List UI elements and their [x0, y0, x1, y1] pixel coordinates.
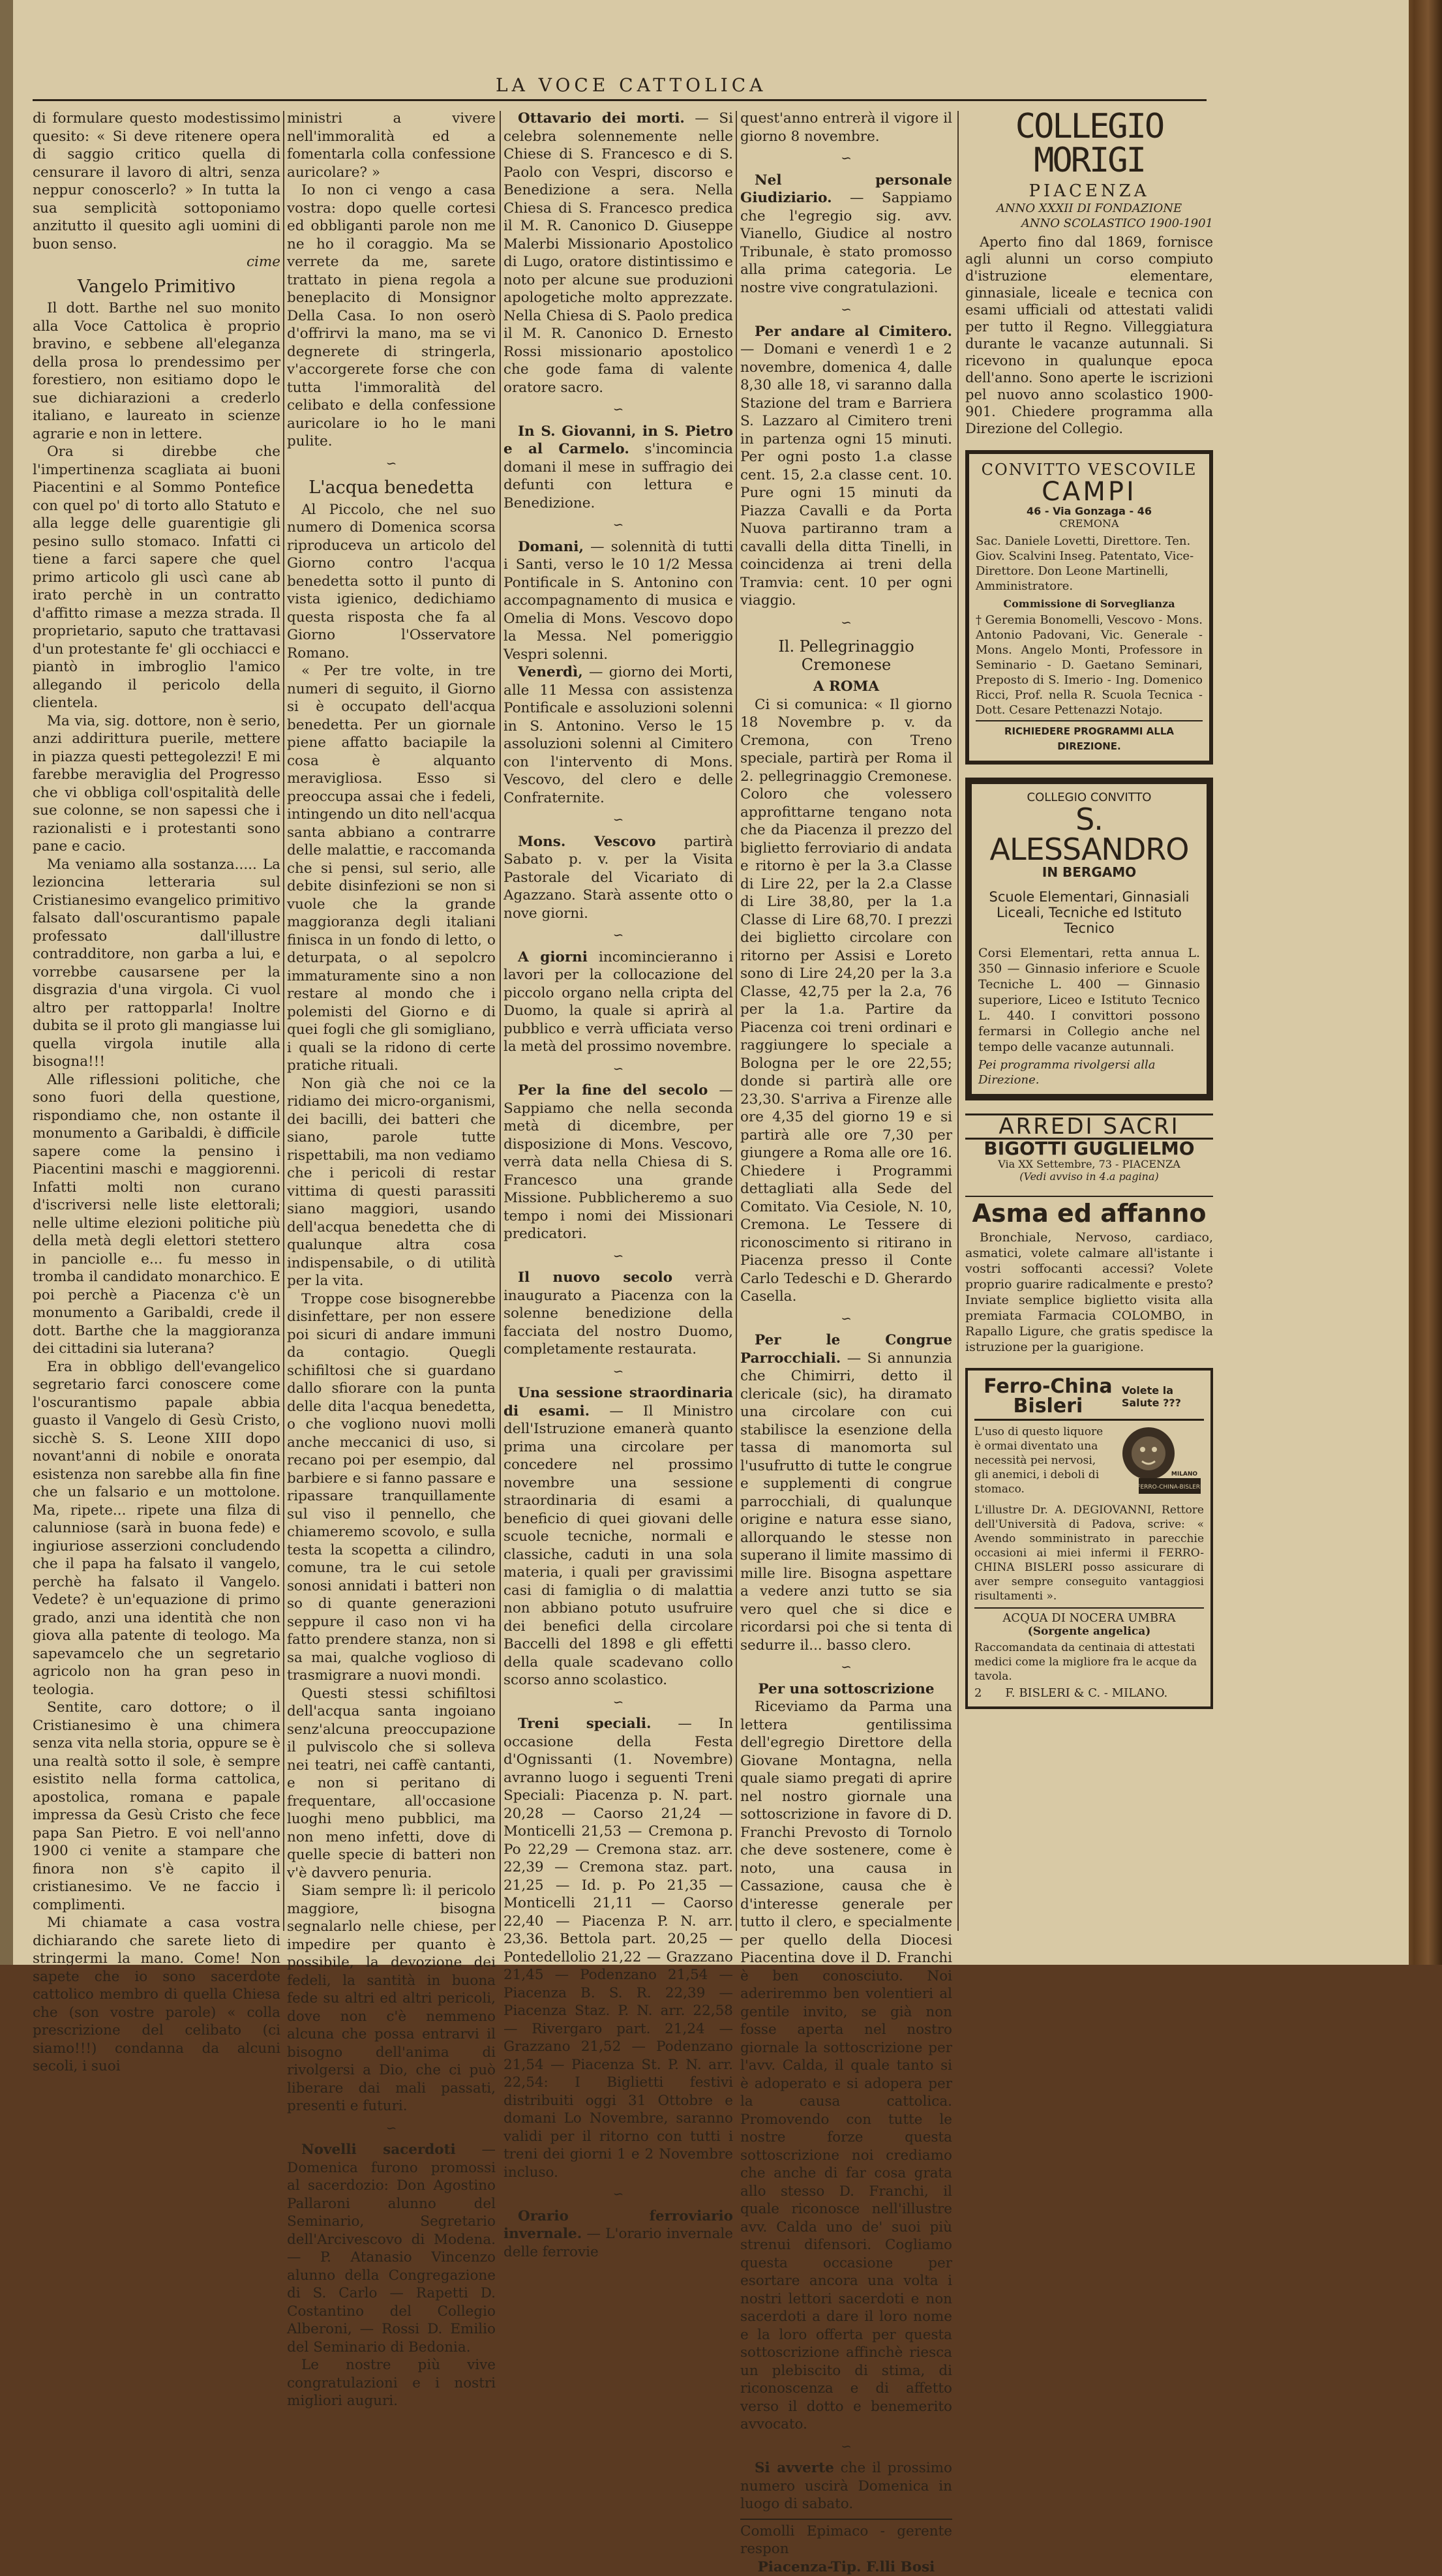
campi-committee: † Geremia Bonomelli, Vescovo - Mons. Antonio Padovani, Vic. Generale - Mons. Angelo Monti, Professore in Seminario - D. Gaetano Seminari, Preposto di S. Imerio - Ing. Domenico Ricci, Prof. nella R. Scuola Tecnica - Dott. Cesare Pettenazzi Notajo.	[976, 613, 1203, 718]
news-title: Per la fine del secolo	[518, 1082, 708, 1099]
campi-title: CONVITTO VESCOVILE	[976, 461, 1203, 479]
article-paragraph: Sentite, caro dottore; o il Cristianesimo è una chimera senza vita nella storia, oppure se è una realtà sotto il sole, è sempre esistito nella forma cattolica, apostolica, romana e papale impressa da Gesù Cristo che fece papa San Pietro. E voi nell'anno 1900 ci venite a stampare che finora non s'è capito il cristianesimo. Ve ne faccio i complimenti.	[33, 1699, 280, 1914]
news-item	[740, 1331, 952, 1654]
article-paragraph: ministri a vivere nell'immoralità ed a fomentarla colla confessione auricolare? »	[287, 110, 496, 181]
pellegrinaggio-title: Il. Pellegrinaggio Cremonese	[740, 638, 952, 674]
morigi-school-year: ANNO SCOLASTICO 1900-1901	[965, 216, 1213, 231]
ornament-divider: ∽	[503, 1693, 733, 1712]
article-paragraph: Era in obbligo dell'evangelico segretario farci conoscere come l'oscurantismo papale abbia guasto il Vangelo di Gesù Cristo, sicchè S. S. Leone XIII dopo novant'anni di nobile e onorata esistenza non sarebbe alla fin fine che un falsario e un mottolone. Ma, ripete... ripete una filza di calunniose (sarà in buona fede) e ingiuriose asserzioni concludendo che il papa ha falsato il vangelo, perchè ha falsato il Vangelo. Vedete? è un'equazione di primo grado, anzi una identità che non giova alla patente di teologo. Ma sapevamcelo che un segretario agricolo non ha gran peso in teologia.	[33, 1358, 280, 1699]
sottoscrizione-title: Per una sottoscrizione	[740, 1680, 952, 1699]
news-text: che il prossimo numero uscirà Domenica in luogo di sabato.	[740, 2460, 952, 2512]
ornament-divider: ∽	[503, 1247, 733, 1265]
news-title: Ottavario dei morti.	[518, 110, 685, 127]
tipografia-line: Piacenza-Tip. F.lli Bosi	[740, 2558, 952, 2576]
news-item	[740, 172, 952, 297]
morigi-text: Aperto fino dal 1869, fornisce agli alunni un corso compiuto d'istruzione elementare, ginnasiale, liceale e tecnica con esami ufficiali od attestati validi per tutto il Regno. Villeggiatura durante le vacanze autunnali. Si ricevono in qualunque epoca dell'anno. Sono aperte le iscrizioni pel nuovo anno scolastico 1900-901. Chiedere programma alla Direzione del Collegio.	[965, 234, 1213, 437]
news-item	[503, 538, 733, 664]
gerente-line: Comolli Epimaco - gerente respon	[740, 2523, 952, 2558]
morigi-year: ANNO XXXII DI FONDAZIONE	[965, 201, 1213, 216]
bisleri-water-text: Raccomandata da centinaia di attestati medici come la migliore fra le acque da tavola.	[974, 1641, 1204, 1684]
article-paragraph: Questi stessi schifiltosi dell'acqua santa ingoiano senz'alcuna preoccupazione il pulviscolo che si solleva nei teatri, nei caffè cantanti, e non si peritano di frequentare, all'occasione luoghi meno pubblici, ma non meno infetti, dove di quelle specie di batteri non v'è davvero penuria.	[287, 1685, 496, 1883]
news-text: — giorno dei Morti, alle 11 Messa con assistenza Pontificale e assoluzioni solenni in S. Antonino. Verso le 15 assoluzioni solenni al Cimitero con l'intervento di Mons. Vescovo, del clero e delle Confraternite.	[503, 664, 733, 806]
column-3	[503, 110, 733, 1936]
bisleri-title: Ferro-China Bisleri	[974, 1377, 1122, 1416]
ornament-divider: ∽	[503, 926, 733, 945]
column-rule	[500, 111, 501, 1931]
bisleri-water-title: ACQUA DI NOCERA UMBRA	[974, 1611, 1204, 1625]
article-paragraph: Siam sempre lì: il pericolo maggiore, bisogna segnalarlo nelle chiese, per impedire per quanto è possibile, la devozione dei fedeli, la santità in buona fede su altri ed altri pericoli, dove non c'è nemmeno alcuna che possa entrarvi il bisogno dell'anima di rivolgersi a Dio, che ci può liberare dai mali passati, presenti e futuri.	[287, 1882, 496, 2115]
ornament-divider: ∽	[503, 1363, 733, 1381]
article-heading: Vangelo Primitivo	[33, 278, 280, 296]
news-item	[287, 2141, 496, 2356]
ornament-divider: ∽	[503, 1060, 733, 1078]
news-title: Nel personale Giudiziario.	[740, 172, 952, 207]
news-item	[503, 663, 733, 807]
news-text: — Sappiamo che l'egregio sig. avv. Vianello, Giudice al nostro Tribunale, è stato promosso alla prima categoria. Le nostre vive congratulazioni.	[740, 190, 952, 296]
article-paragraph: Il dott. Barthe nel suo monito alla Voce Cattolica è proprio bravino, e sebbene all'eleganza della prosa lo prendessimo per forestiero, non esitiamo dopo le sue dichiarazioni a crederlo italiano, e laureato in scienze agrarie e non in lettere.	[33, 299, 280, 443]
arredi-title: ARREDI SACRI	[965, 1114, 1213, 1140]
campi-address: 46 - Via Gonzaga - 46	[976, 505, 1203, 517]
morigi-city: PIACENZA	[965, 181, 1213, 201]
news-title: Per le Congrue Parrocchiali.	[740, 1332, 952, 1367]
news-text: verrà inaugurato a Piacenza con la solenne benedizione della facciata del nostro Duomo, completamente restaurata.	[503, 1269, 733, 1357]
campi-committee-title: Commissione di Sorveglianza	[976, 598, 1203, 610]
column-rule	[957, 111, 959, 1931]
bisleri-text: L'uso di questo liquore è ormai diventato una necessità pei nervosi, gli anemici, i deboli di stomaco.	[974, 1425, 1204, 1496]
news-item	[503, 423, 733, 513]
lion-bottle-icon	[1113, 1421, 1204, 1499]
news-text: — In occasione della Festa d'Ognissanti (1. Novembre) avranno luogo i seguenti Treni Speciali: Piacenza p. N. part. 20,28 — Caorso 21,24 — Monticelli 21,53 — Cremona p. Po 22,29 — Cremona staz. arr. 22,39 — Cremona staz. part. 21,25 — Id. p. Po 21,35 — Monticelli 21,11 — Caorso 22,40 — Piacenza P. N. arr. 23,36. Bettola part. 20,25 — Pontedellolio 21,22 — Grazzano 21,45 — Podenzano 21,54 — Piacenza B. S. R. 22,39 — Piacenza Staz. P. N. arr. 22,58 — Rivergaro part. 21,24 — Grazzano 21,52 — Podenzano 21,54 — Piacenza St. P. N. arr. 22,54: I Biglietti festivi distribuiti oggi 31 Ottobre e domani Lo Novembre, saranno validi per il ritorno con tutti i treni dei giorni 1 e 2 Novembre incluso.	[503, 1716, 733, 2181]
imprint	[740, 2519, 952, 2576]
ad-collegio-alessandro	[965, 778, 1213, 1100]
campi-footer: RICHIEDERE PROGRAMMI ALLA DIREZIONE.	[976, 720, 1203, 754]
news-item	[503, 833, 733, 923]
news-item	[503, 1082, 733, 1243]
bisleri-label: FERRO-CHINA-BISLERI	[1137, 1484, 1201, 1491]
ornament-divider: ∽	[503, 2185, 733, 2204]
ornament-divider: ∽	[740, 614, 952, 632]
news-title: Mons. Vescovo	[518, 834, 656, 850]
bisleri-label-city: MILANO	[1171, 1471, 1198, 1477]
article-paragraph: Ma veniamo alla sostanza..... La lezioncina letteraria sul Cristianesimo evangelico primitivo falsato dall'oscurantismo papale professato dall'illustre contradditore, non garba a lui, e vorrebbe causarsene per la disgrazia d'una virgola. Ci vuol altro per rattopparla! Inoltre dubita se il proto gli mangiasse lui quella virgola inutile alla bisogna!!!	[33, 856, 280, 1071]
alessandro-name: S. ALESSANDRO	[978, 804, 1200, 864]
article-paragraph: Troppe cose bisognerebbe disinfettare, per non essere poi sicuri di andare immuni da contagio. Quegli schifiltosi che si guardano dallo sfiorare con la punta delle dita l'acqua benedetta, o che vogliono nuovi molli anche meccanici di uso, si recano poi per esempio, dal barbiere e si fanno passare e ripassare tranquillamente sul viso il pennello, che chiameremo scovolo, e sulla testa la scopetta a cilindro, comune, tra le cui setole sonosi annidati i batteri non so di quante generazioni seppure il caso non vi ha fatto prendere stanza, non si sa mai, qualche voglioso di trasmigrare a nuovi mondi.	[287, 1290, 496, 1685]
news-title: Il nuovo secolo	[518, 1269, 672, 1286]
news-text: — solennità di tutti i Santi, verso le 10 1/2 Messa Pontificale in S. Antonino con accompagnamento di musica e Omelia di Mons. Vescovo dopo la Messa. Nel pomeriggio Vespri solenni.	[503, 539, 733, 663]
bisleri-water-sub: (Sorgente angelica)	[974, 1625, 1204, 1638]
bisleri-testimonial: L'illustre Dr. A. DEGIOVANNI, Rettore dell'Università di Padova, scrive: « Avendo somministrato in parecchie occasioni ai miei infermi il FERRO-CHINA BISLERI posso assicurare di aver sempre conseguito vantaggiosi risultamenti ».	[974, 1503, 1204, 1603]
ad-convitto-campi	[965, 450, 1213, 765]
article-paragraph: Ma via, sig. dottore, non è serio, anzi addirittura puerile, mettere in piazza questi pettegolezzi! E mi farebbe meraviglia del Progresso che vi obbliga coll'ospitalità delle sue colonne, se non sapessi che i razionalisti e i protestanti sono pane e cacio.	[33, 712, 280, 856]
page-left-edge	[0, 0, 13, 1965]
article-paragraph: Alle riflessioni politiche, che sono fuori della questione, rispondiamo che, non ostante il monumento a Garibaldi, è difficile sapere come la pensino i Piacentini maschi e maggiorenni. Infatti molti non curano d'iscriversi nelle liste elettorali; nelle ultime elezioni politiche più della metà degli elettori stettero in panciolle e... fu messo in tromba il candidato monarchico. E poi perchè a Piacenza c'è un monumento a Garibaldi, crede il dott. Barthe che la maggioranza dei cittadini sia luterana?	[33, 1071, 280, 1358]
news-text: — L'orario invernale delle ferrovie	[503, 2226, 733, 2260]
ad-asma	[965, 1196, 1213, 1355]
news-text: — Si celebra solennemente nelle Chiese di S. Francesco e di S. Paolo con Vespri, discorso e Benedizione a sera. Nella Chiesa di S. Francesco predica il M. R. Canonico D. Giuseppe Malerbi Missionario Apostolico di Lugo, oratore distintissimo e noto per alcune sue produzioni apologetiche molto apprezzate. Nella Chiesa di S. Paolo predica il M. R. Canonico D. Ernesto Rossi missionario apostolico che gode fama di valente oratore sacro.	[503, 110, 733, 396]
arredi-address: Via XX Settembre, 73 - PIACENZA	[965, 1158, 1213, 1170]
news-title: Una sessione straordinaria di esami.	[503, 1385, 733, 1419]
morigi-title: COLLEGIO MORIGI	[965, 110, 1213, 177]
ornament-divider: ∽	[503, 401, 733, 419]
news-text: s'incomincia domani il mese in suffragio dei defunti con lettura e Benedizione.	[503, 441, 733, 511]
column-2	[287, 110, 496, 1936]
arredi-name: BIGOTTI GUGLIELMO	[965, 1140, 1213, 1158]
news-title: Domani,	[518, 539, 584, 555]
news-item	[503, 948, 733, 1056]
alessandro-text: Corsi Elementari, retta annua L. 350 — Ginnasio inferiore e Scuole Tecniche L. 400 — Ginnasio superiore, Liceo e Istituto Tecnico L. 440. I convittori possono fermarsi in Collegio anche nel tempo delle vacanze autunnali.	[978, 945, 1200, 1055]
news-title: Novelli sacerdoti	[301, 2142, 456, 2158]
news-item	[503, 110, 733, 397]
news-item	[740, 2459, 952, 2513]
article-paragraph: Ora si direbbe che l'impertinenza scagliata ai buoni Piacentini e al Sommo Pontefice con quel po' di torto allo Statuto e alla legge delle guarentigie gli pesino sullo stomaco. Infatti ci tiene a farci sapere che quel primo articolo gli uscì cane ab irato perchè in un contratto d'affitto rimase a mezza strada. Il proprietario, saputo che trattavasi d'un protestante fe' gli occhiacci e piantò in imbroglio l'amico allegando il pericolo della clientela.	[33, 443, 280, 712]
article-paragraph: Mi chiamate a casa vostra dichiarando che sarete lieto di stringermi la mano. Come! Non sapete che io sono sacerdote cattolico membro di quella Chiesa che (son vostre parole) « colla prescrizione del celibato (ci siamo!!!) condanna da alcuni secoli, i suoi	[33, 1914, 280, 2076]
news-item: Le nostre più vive congratulazioni e i nostri migliori auguri.	[287, 2356, 496, 2410]
fragment-text: di formulare questo modestissimo quesito: « Si deve ritenere opera di saggio critico quella di censurare il lavoro di altri, senza neppur conoscerlo? » In tutta la sua semplicità sottoponiamo anzitutto il quesito agli uomini di buon senso.	[33, 110, 280, 253]
news-text: — Domani e venerdì 1 e 2 novembre, domenica 4, dalle 8,30 alle 18, vi saranno dalla Stazione del tram e Barriera S. Lazzaro al Cimitero treni in partenza ogni 15 minuti. Per ogni posto 1.a classe cent. 15, 2.a classe cent. 10. Pure ogni 15 minuti da Piazza Cavalli e da Porta Nuova partiranno tram a cavalli della ditta Tinelli, in coincidenza ai treni della Tramvia: cent. 10 per ogni viaggio.	[740, 341, 952, 609]
article-heading: L'acqua benedetta	[287, 479, 496, 497]
news-title: A giorni	[518, 949, 588, 965]
ad-arredi-sacri	[965, 1114, 1213, 1183]
campi-staff: Sac. Daniele Lovetti, Direttore. Ten. Giov. Scalvini Inseg. Patentato, Vice-Direttore. Don Leone Martinelli, Amministratore.	[976, 534, 1203, 594]
ad-collegio-morigi	[965, 110, 1213, 437]
ornament-divider: ∽	[503, 516, 733, 534]
news-item	[503, 2207, 733, 2262]
ornament-divider: ∽	[740, 149, 952, 168]
alessandro-top: COLLEGIO CONVITTO	[978, 791, 1200, 804]
news-text: — Il Ministro dell'Istruzione emanerà quanto prima una circolare per concedere nel prossimo novembre una sessione straordinaria di esami a beneficio di quei giovani delle scuole tecniche, normali e classiche, caduti in una sola materia, i quali per gravissimi casi di famiglia o di malattia non abbiano potuto usufruire dei benefici della circolare Baccelli del 1898 e gli effetti della quale scadevano collo scorso anno scolastico.	[503, 1403, 733, 1689]
news-text: partirà Sabato p. v. per la Visita Pastorale del Vicariato di Agazzano. Starà assente otto o nove giorni.	[503, 834, 733, 922]
news-title: In S. Giovanni, in S. Pietro e al Carmelo.	[503, 423, 733, 458]
alessandro-note: Pei programma rivolgersi alla Direzione.	[978, 1057, 1200, 1087]
asma-title: Asma ed affanno	[965, 1201, 1213, 1226]
column-4	[740, 110, 952, 1936]
news-title: Orario ferroviario invernale.	[503, 2208, 733, 2243]
ornament-divider: ∽	[287, 2119, 496, 2138]
article-paragraph: Al Piccolo, che nel suo numero di Domenica scorsa riproduceva un articolo del Giorno contro l'acqua benedetta sotto il punto di vista igienico, dedichiamo questa risposta che fa al Giorno l'Osservatore Romano.	[287, 501, 496, 663]
masthead	[33, 65, 1207, 101]
ads-column	[965, 110, 1213, 1722]
news-text: — Domenica furono promossi al sacerdozio: Don Agostino Pallaroni alunno del Seminario, Segretario dell'Arcivescovo di Modena. — P. Atanasio Vincenzo alunno della Congregazione di S. Carlo — Rapetti D. Costantino del Collegio Alberoni, — Rossi D. Emilio del Seminario di Bedonia.	[287, 2142, 496, 2356]
ornament-divider: ∽	[740, 1310, 952, 1328]
campi-name: CAMPI	[976, 479, 1203, 505]
alessandro-subtitle: Scuole Elementari, Ginnasiali Liceali, Tecniche ed Istituto Tecnico	[978, 889, 1200, 936]
news-title: Per andare al Cimitero.	[755, 324, 952, 340]
column-rule	[736, 111, 737, 1931]
news-text: incomincieranno i lavori per la collocazione del piccolo organo nella cripta del Duomo, la quale si aprirà al pubblico e verrà ufficiata verso la metà del prossimo novembre.	[503, 949, 733, 1055]
news-item: quest'anno entrerà il vigore il giorno 8 novembre.	[740, 110, 952, 145]
fragment-signature: cime	[33, 253, 280, 271]
pellegrinaggio-subtitle: A ROMA	[740, 678, 952, 696]
ornament-divider: ∽	[740, 1658, 952, 1676]
alessandro-city: IN BERGAMO	[978, 864, 1200, 880]
ornament-divider: ∽	[287, 455, 496, 473]
news-item	[503, 1269, 733, 1359]
ornament-divider: ∽	[740, 301, 952, 319]
news-text: — Sappiamo che nella seconda metà di dicembre, per disposizione di Mons. Vescovo, verrà data nella Chiesa di S. Francesco una grande Missione. Pubblicheremo a suo tempo i nomi dei Missionari predicatori.	[503, 1082, 733, 1242]
news-text: — Si annunzia che Chimirri, detto il clericale (sic), ha diramato una circolare con cui stabilisce la esenzione della tassa di manomorta sul l'usufrutto di tutte le congrue e supplementi di congrue parrocchiali, di qualunque origine e natura esse siano, allorquando le stesse non superano il limite massimo di mille lire. Bisogna aspettare a vedere anzi tutto se sia vero quel che si dice e ricordarsi poi che si tenta di sedurre il... basso clero.	[740, 1350, 952, 1654]
article-paragraph: Non già che noi ce la ridiamo dei micro-organismi, dei bacilli, dei batteri che siano, parole tutte rispettabili, ma non vediamo che i pericoli di restar vittima di questi parassiti siano maggiori, usando dell'acqua benedetta che di qualunque altra cosa indispensabile, o di utilità per la vita.	[287, 1075, 496, 1290]
newspaper-page	[13, 0, 1409, 1965]
ad-ferro-china-bisleri	[965, 1368, 1213, 1709]
column-1	[33, 110, 280, 1936]
news-title: Venerdì,	[518, 664, 583, 680]
bisleri-slogan: Volete la Salute ???	[1122, 1384, 1204, 1409]
masthead-title: LA VOCE CATTOLICA	[496, 74, 766, 96]
column-rule	[283, 111, 284, 1931]
bisleri-company: F. BISLERI & C. - MILANO.	[1005, 1686, 1167, 1700]
news-item	[503, 1715, 733, 2181]
news-item	[740, 323, 952, 610]
bisleri-ad-number: 2	[974, 1686, 982, 1700]
asma-text: Bronchiale, Nervoso, cardiaco, asmatici, volete calmare all'istante i vostri soffocanti accessi? Volete proprio guarire radicalmente e presto? Inviate semplice biglietto visita alla premiata Farmacia COLOMBO, in Rapallo Ligure, che gratis spedisce la istruzione per la guarigione.	[965, 1230, 1213, 1355]
sottoscrizione-text: Riceviamo da Parma una lettera gentilissima dell'egregio Direttore della Giovane Montagna, nella quale siamo pregati di aprire nel nostro giornale una sottoscrizione in favore di D. Franchi Prevosto di Tornolo che deve sostenere, come è noto, una causa in Cassazione, causa che è d'interesse generale per tutto il clero, e specialmente per quello della Diocesi Piacentina dove il D. Franchi è ben conosciuto. Noi aderiremmo ben volentieri al gentile invito, se già non fosse aperta nel nostro giornale la sottoscrizione per l'avv. Calda, il quale tanto si è adoperato e si adopera per la causa cattolica. Promovendo con tutte le nostre forze questa sottoscrizione noi crediamo che anche di far cosa grata allo stesso D. Franchi, il quale riconosce nell'illustre avv. Calda uno de' suoi più strenui difensori. Cogliamo questa occasione per esortare ancora una volta i nostri lettori sacerdoti e non sacerdoti a dare il loro nome e la loro offerta per questa sottoscrizione affinchè riesca un plebiscito di stima, di riconoscenza e di affetto verso il dotto e benemerito avvocato.	[740, 1698, 952, 2434]
news-title: Treni speciali.	[518, 1716, 652, 1732]
article-paragraph: Io non ci vengo a casa vostra: dopo quelle cortesi ed obbliganti parole non me ne ho il coraggio. Ma se verrete da me, sarete trattato in piena regola a beneplacito di Monsignor Della Casa. Io non oserò d'offrirvi la mano, ma se vi degnerete di stringerla, v'accorgerete forse che con tutta l'immoralità del celibato e della confessione auricolare io ho le mani pulite.	[287, 181, 496, 451]
ornament-divider: ∽	[503, 811, 733, 829]
news-title: Si avverte	[755, 2460, 834, 2476]
news-item	[503, 1384, 733, 1690]
ornament-divider: ∽	[740, 2438, 952, 2456]
arredi-note: (Vedi avviso in 4.a pagina)	[965, 1170, 1213, 1183]
campi-city: CREMONA	[976, 517, 1203, 530]
pellegrinaggio-text: Ci si comunica: « Il giorno 18 Novembre p. v. da Cremona, con Treno speciale, partirà per Roma il 2. pellegrinaggio Cremonese. Coloro che volessero approfittarne tengano nota che da Piacenza il prezzo del biglietto ferroviario di andata e ritorno è per la 3.a Classe di Lire 22, per la 2.a Classe di Lire 38,80, per la 1.a Classe di Lire 68,70. I prezzi dei biglietto circolare con ritorno per Assisi e Loreto sono di Lire 24,20 per la 3.a Classe, 42,75 per la 2.a, 76 per la 1.a. Partire da Piacenza coi treni ordinari e raggiungere lo speciale a Bologna per le ore 22,55; donde si partirà alle ore 23,30. S'arriva a Firenze alle ore 4,35 del giorno 19 e si partirà alle ore 7,30 per giungere a Roma alle ore 16. Chiedere i Programmi dettagliati alla Sede del Comitato. Via Cesiole, N. 10, Cremona. Le Tessere di riconoscimento si ritirano in Piacenza presso il Conte Carlo Tedeschi e D. Gherardo Casella.	[740, 696, 952, 1306]
article-paragraph: « Per tre volte, in tre numeri di seguito, il Giorno si è occupato dell'acqua benedetta. Per un giornale piene affatto baciapile la cosa è alquanto meravigliosa. Esso si preoccupa assai che i fedeli, intingendo un dito nell'acqua santa abbiano a contrarre delle malattie, e raccomanda che si pensi, sul serio, alle debite disinfezioni se non si vuole che la grande maggioranza degli italiani finisca in un fondo di letto, o deturpata, o al sepolcro immaturamente sino a non restare al mondo che i polemisti del Giorno e di quei fogli che gli somigliano, i quali se la ridono di certe pratiche rituali.	[287, 662, 496, 1075]
